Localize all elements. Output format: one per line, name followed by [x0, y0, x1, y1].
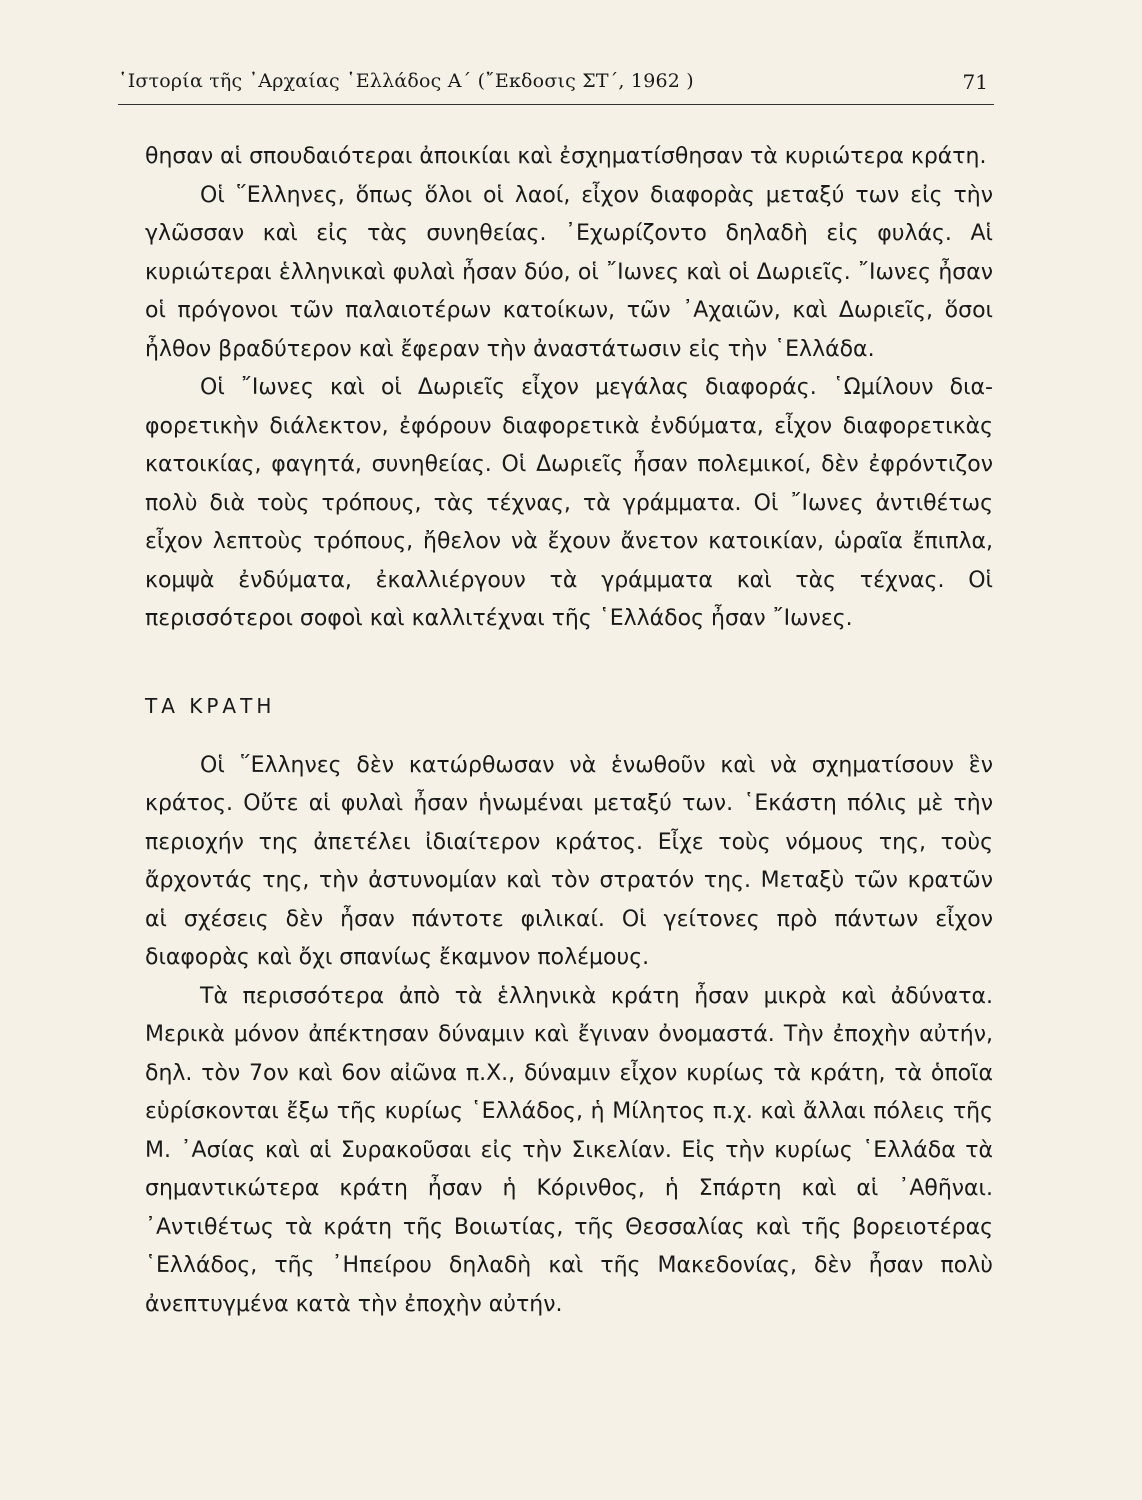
- body-text: [145, 138, 993, 1324]
- running-title: ῾Ιστορία τῆς ᾿Αρχαίας ῾Ελλάδος Α΄ (῎Εκδοσις ΣΤ΄, 1962 ): [118, 70, 694, 92]
- header-rule: [118, 104, 994, 105]
- paragraph-differences: Οἱ ῎Ιωνες καὶ οἱ Δωριεῖς εἶχον μεγάλας διαφοράς. ῾Ωμίλουν διαφορετικὴν διάλεκτον, ἐφόρουν διαφορετικὰ ἐνδύματα, εἶχον διαφορετικὰς κατοικίας, φαγητά, συνηθείας. Οἱ Δωριεῖς ἦσαν πολεμικοί, δὲν ἐφρόντιζον πολὺ διὰ τοὺς τρόπους, τὰς τέχνας, τὰ γράμματα. Οἱ ῎Ιωνες ἀντιθέτως εἶχον λεπτοὺς τρόπους, ἤθελον νὰ ἔχουν ἄνετον κατοικίαν, ὡραῖα ἔπιπλα, κομψὰ ἐνδύματα, ἐκαλλιέργουν τὰ γράμματα καὶ τὰς τέχνας. Οἱ περισσότεροι σοφοὶ καὶ καλλιτέχναι τῆς ῾Ελλάδος ἦσαν ῎Ιωνες.: [145, 375, 993, 631]
- page-header: [118, 64, 994, 106]
- paragraph-states: Οἱ ῞Ελληνες δὲν κατώρθωσαν νὰ ἑνωθοῦν καὶ νὰ σχηματίσουν ἓν κράτος. Οὔτε αἱ φυλαὶ ἦσαν ἡνωμέναι μεταξύ των. ῾Εκάστη πόλις μὲ τὴν περιοχήν της ἀπετέλει ἰδιαίτερον κράτος. Εἶχε τοὺς νόμους της, τοὺς ἄρχοντάς της, τὴν ἀστυνομίαν καὶ τὸν στρατόν της. Μεταξὺ τῶν κρατῶν αἱ σχέσεις δὲν ἦσαν πάντοτε φιλικαί. Οἱ γείτονες πρὸ πάντων εἶχον διαφορὰς καὶ ὄχι σπανίως ἔκαμνον πολέμους.: [145, 752, 993, 970]
- paragraph-tribes: Οἱ ῞Ελληνες, ὅπως ὅλοι οἱ λαοί, εἶχον διαφορὰς μεταξύ των εἰς τὴν γλῶσσαν καὶ εἰς τὰς συνηθείας. ᾿Εχωρίζοντο δηλαδὴ εἰς φυλάς. Αἱ κυριώτεραι ἑλληνικαὶ φυλαὶ ἦσαν δύο, οἱ ῎Ιωνες καὶ οἱ Δωριεῖς. ῎Ιωνες ἦσαν οἱ πρόγονοι τῶν παλαιοτέρων κατοίκων, τῶν ᾿Αχαιῶν, καὶ Δωριεῖς, ὅσοι ἦλθον βραδύτερον καὶ ἔφεραν τὴν ἀναστάτωσιν εἰς τὴν ῾Ελλάδα.: [145, 182, 993, 362]
- page-number: 71: [962, 70, 988, 94]
- paragraph-powerful-states: Τὰ περισσότερα ἀπὸ τὰ ἑλληνικὰ κράτη ἦσαν μικρὰ καὶ ἀδύνατα. Μερικὰ μόνον ἀπέκτησαν δύναμιν καὶ ἔγιναν ὀνομαστά. Τὴν ἐποχὴν αὐτήν, δηλ. τὸν 7ον καὶ 6ον αἰῶνα π.Χ., δύναμιν εἶχον κυρίως τὰ κράτη, τὰ ὁποῖα εὑρίσκονται ἔξω τῆς κυρίως ῾Ελλάδος, ἡ Μίλητος π.χ. καὶ ἄλλαι πόλεις τῆς Μ. ᾿Ασίας καὶ αἱ Συρακοῦσαι εἰς τὴν Σικελίαν. Εἰς τὴν κυρίως ῾Ελλάδα τὰ σημαντικώτερα κράτη ἦσαν ἡ Κόρινθος, ἡ Σπάρτη καὶ αἱ ᾿Αθῆναι. ᾿Αντιθέτως τὰ κράτη τῆς Βοιωτίας, τῆς Θεσσαλίας καὶ τῆς βορειοτέρας ῾Ελλάδος, τῆς ᾿Ηπείρου δηλαδὴ καὶ τῆς Μακεδονίας, δὲν ἦσαν πολὺ ἀνεπτυγμένα κατὰ τὴν ἐποχὴν αὐτήν.: [145, 983, 993, 1317]
- section-heading: ΤΑ ΚΡΑΤΗ: [145, 693, 276, 718]
- paragraph-continuation: θησαν αἱ σπουδαιότεραι ἀποικίαι καὶ ἐσχηματίσθησαν τὰ κυριώτερα κράτη.: [145, 144, 987, 169]
